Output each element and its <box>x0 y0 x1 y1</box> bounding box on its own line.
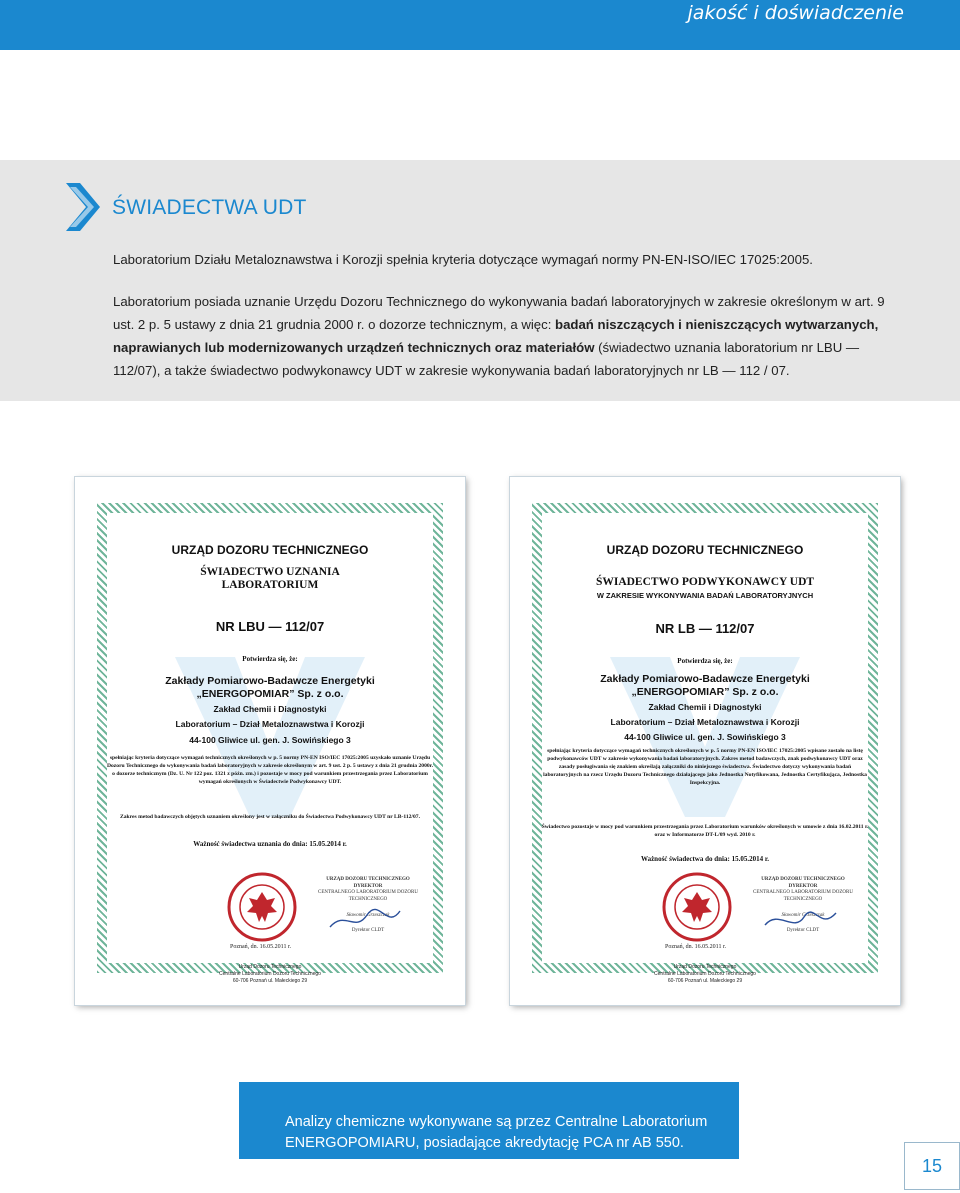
top-bar <box>0 0 960 50</box>
certificate-org-5: 44-100 Gliwice ul. gen. J. Sowińskiego 3 <box>624 732 786 742</box>
sign-org: URZĄD DOZORU TECHNICZNEGO <box>326 877 410 882</box>
certificate-org-5: 44-100 Gliwice ul. gen. J. Sowińskiego 3 <box>189 735 351 745</box>
certificate-confirm: Potwierdza się, że: <box>242 655 298 663</box>
paragraph-2-bold: badań niszczących i nieniszczących wytwarzanych, naprawianych lub modernizowanych urządzeń technicznych oraz materiałów <box>113 317 879 355</box>
certificate-lb <box>510 477 900 1005</box>
certificate-org-2: „ENERGOPOMIAR” Sp. z o.o. <box>196 688 344 700</box>
certificate-body-2: Zakres metod badawczych objętych uznaniem określony jest w załączniku do Świadectwa Podwykonawcy UDT nr LB-112/07. <box>120 814 420 820</box>
certificate-validity: Ważność świadectwa uznania do dnia: 15.05.2014 r. <box>193 840 347 848</box>
certificate-number: NR LB — 112/07 <box>655 621 755 636</box>
certificate-org-3: Zakład Chemii i Diagnostyki <box>213 704 327 714</box>
certificate-issuer: URZĄD DOZORU TECHNICZNEGO <box>171 543 369 557</box>
page-number-box <box>904 1142 960 1190</box>
sign-role: DYREKTOR <box>353 883 383 889</box>
certificate-title-1: ŚWIADECTWO UZNANIA <box>200 566 340 578</box>
sign-name: Sławomir Grzeszczak <box>346 913 390 918</box>
paragraph-2-start: Laboratorium posiada uznanie Urzędu Dozoru Technicznego do wykonywania badań laboratoryjnych w zakresie określonym w art. 9 ust. 2 p. 5 ustawy z dnia 21 grudnia 2000 r. o dozorze technicznym, a więc: <box>113 294 885 332</box>
sign-org: URZĄD DOZORU TECHNICZNEGO <box>761 877 845 882</box>
address-line-2: Centralne Laboratorium Dozoru Technicznego <box>219 971 321 977</box>
section-title: ŚWIADECTWA UDT <box>112 196 307 219</box>
sign-role: DYREKTOR <box>788 883 818 889</box>
certificate-body-1: spełniając kryteria dotyczące wymagań technicznych określonych w p. 5 normy PN-EN ISO/IEC 17025:2005 uzyskało uznanie Urzędu Dozoru Technicznego do wykonywania badań laboratoryjnych w zakresie określonym w art. 9 ust. 2 p. 5 ustawy z dnia 21 grudnia 2000r. o dozorze technicznym (Dz. U. Nr 122 poz. 1321 z późn. zm.) i pozostaje w mocy pod warunkiem przestrzegania przez Laboratorium wymagań określonych w Świadectwie Podwykonawcy UDT. <box>106 755 434 785</box>
certificate-org-3: Zakład Chemii i Diagnostyki <box>648 702 762 712</box>
certificate-place-date: Poznań, dn. 16.05.2011 r. <box>230 944 292 950</box>
certificate-org-4: Laboratorium – Dział Metaloznawstwa i Korozji <box>610 717 800 727</box>
intro-paragraph-1: Laboratorium Działu Metaloznawstwa i Korozji spełnia kryteria dotyczące wymagań normy PN-EN-ISO/IEC 17025:2005. <box>113 252 813 267</box>
certificate-subtitle: W ZAKRESIE WYKONYWANIA BADAŃ LABORATORYJNYCH <box>596 591 814 600</box>
certificate-lbu <box>75 477 465 1005</box>
certificate-number: NR LBU — 112/07 <box>215 619 325 634</box>
certificate-org-4: Laboratorium – Dział Metaloznawstwa i Korozji <box>175 719 365 729</box>
sign-name: Sławomir Grzeszczak <box>781 913 825 918</box>
address-line-1: Urząd Dozoru Technicznego <box>673 964 737 970</box>
certificate-org-1: Zakłady Pomiarowo-Badawcze Energetyki <box>600 673 810 685</box>
address-line-2: Centralne Laboratorium Dozoru Technicznego <box>654 971 756 977</box>
certificate-title-1: ŚWIADECTWO PODWYKONAWCY UDT <box>595 576 815 588</box>
certificate-address <box>75 964 465 985</box>
paragraph-2-end: (świadectwo uznania laboratorium nr LBU — 112/07), a także świadectwo podwykonawcy UDT w zakresie wykonywania badań laboratoryjnych nr LB — 112 / 07. <box>113 340 860 378</box>
certificate-address <box>510 964 900 985</box>
signature-icon <box>760 905 840 935</box>
intro-paragraph-2 <box>113 290 903 382</box>
udt-seal-icon <box>227 872 297 942</box>
certificate-confirm: Potwierdza się, że: <box>677 657 733 665</box>
certificate-title-2: LABORATORIUM <box>221 579 319 591</box>
certificate-org-1: Zakłady Pomiarowo-Badawcze Energetyki <box>165 675 375 687</box>
address-line-1: Urząd Dozoru Technicznego <box>238 964 302 970</box>
page-number: 15 <box>921 1156 943 1176</box>
certificate-validity: Ważność świadectwa do dnia: 15.05.2014 r. <box>640 855 770 863</box>
certificate-body-2: Świadectwo pozostaje w mocy pod warunkiem przestrzegania przez Laboratorium warunków określonych w umowie z dnia 16.02.2011 r. oraz w Informatorze DT-L/09 wyd. 2010 r. <box>541 824 869 838</box>
accreditation-note-text: Analizy chemiczne wykonywane są przez Centralne Laboratorium ENERGOPOMIARU, posiadające akredytację PCA nr AB 550. <box>285 1114 708 1151</box>
address-line-3: 60-706 Poznań ul. Małeckiego 29 <box>232 978 308 984</box>
certificate-body-1: spełniając kryteria dotyczące wymagań technicznych określonych w p. 5 normy PN-EN ISO/IEC 17025:2005 wpisane zostało na listę podwykonawców UDT w zakresie wykonywania badań laboratoryjnych. Zakres metod badawczych, znak podwykonawcy UDT oraz zasady posługiwania się znakiem określają załączniki do niniejszego świadectwa. Świadectwo dotyczy wykonywania badań laboratoryjnych na rzecz Urzędu Dozoru Technicznego działającego jako Jednostka Notyfikowana, Jednostka Certyfikująca, Jednostka Inspekcyjna. <box>543 748 867 786</box>
sign-unit: CENTRALNEGO LABORATORIUM DOZORU TECHNICZNEGO <box>753 890 853 902</box>
certificate-issuer: URZĄD DOZORU TECHNICZNEGO <box>606 543 804 557</box>
signature-icon <box>325 905 405 935</box>
chevron-right-icon <box>66 183 106 231</box>
certificate-place-date: Poznań, dn. 16.05.2011 r. <box>665 944 727 950</box>
header-tagline: jakość i doświadczenie <box>687 2 904 24</box>
sign-title: Dyrektor CLDT <box>786 927 820 933</box>
address-line-3: 60-706 Poznań ul. Małeckiego 29 <box>667 978 743 984</box>
certificate-org-2: „ENERGOPOMIAR” Sp. z o.o. <box>631 686 779 698</box>
accreditation-note <box>239 1082 739 1159</box>
sign-unit: CENTRALNEGO LABORATORIUM DOZORU TECHNICZNEGO <box>318 890 418 902</box>
udt-seal-icon <box>662 872 732 942</box>
sign-title: Dyrektor CLDT <box>351 927 385 933</box>
